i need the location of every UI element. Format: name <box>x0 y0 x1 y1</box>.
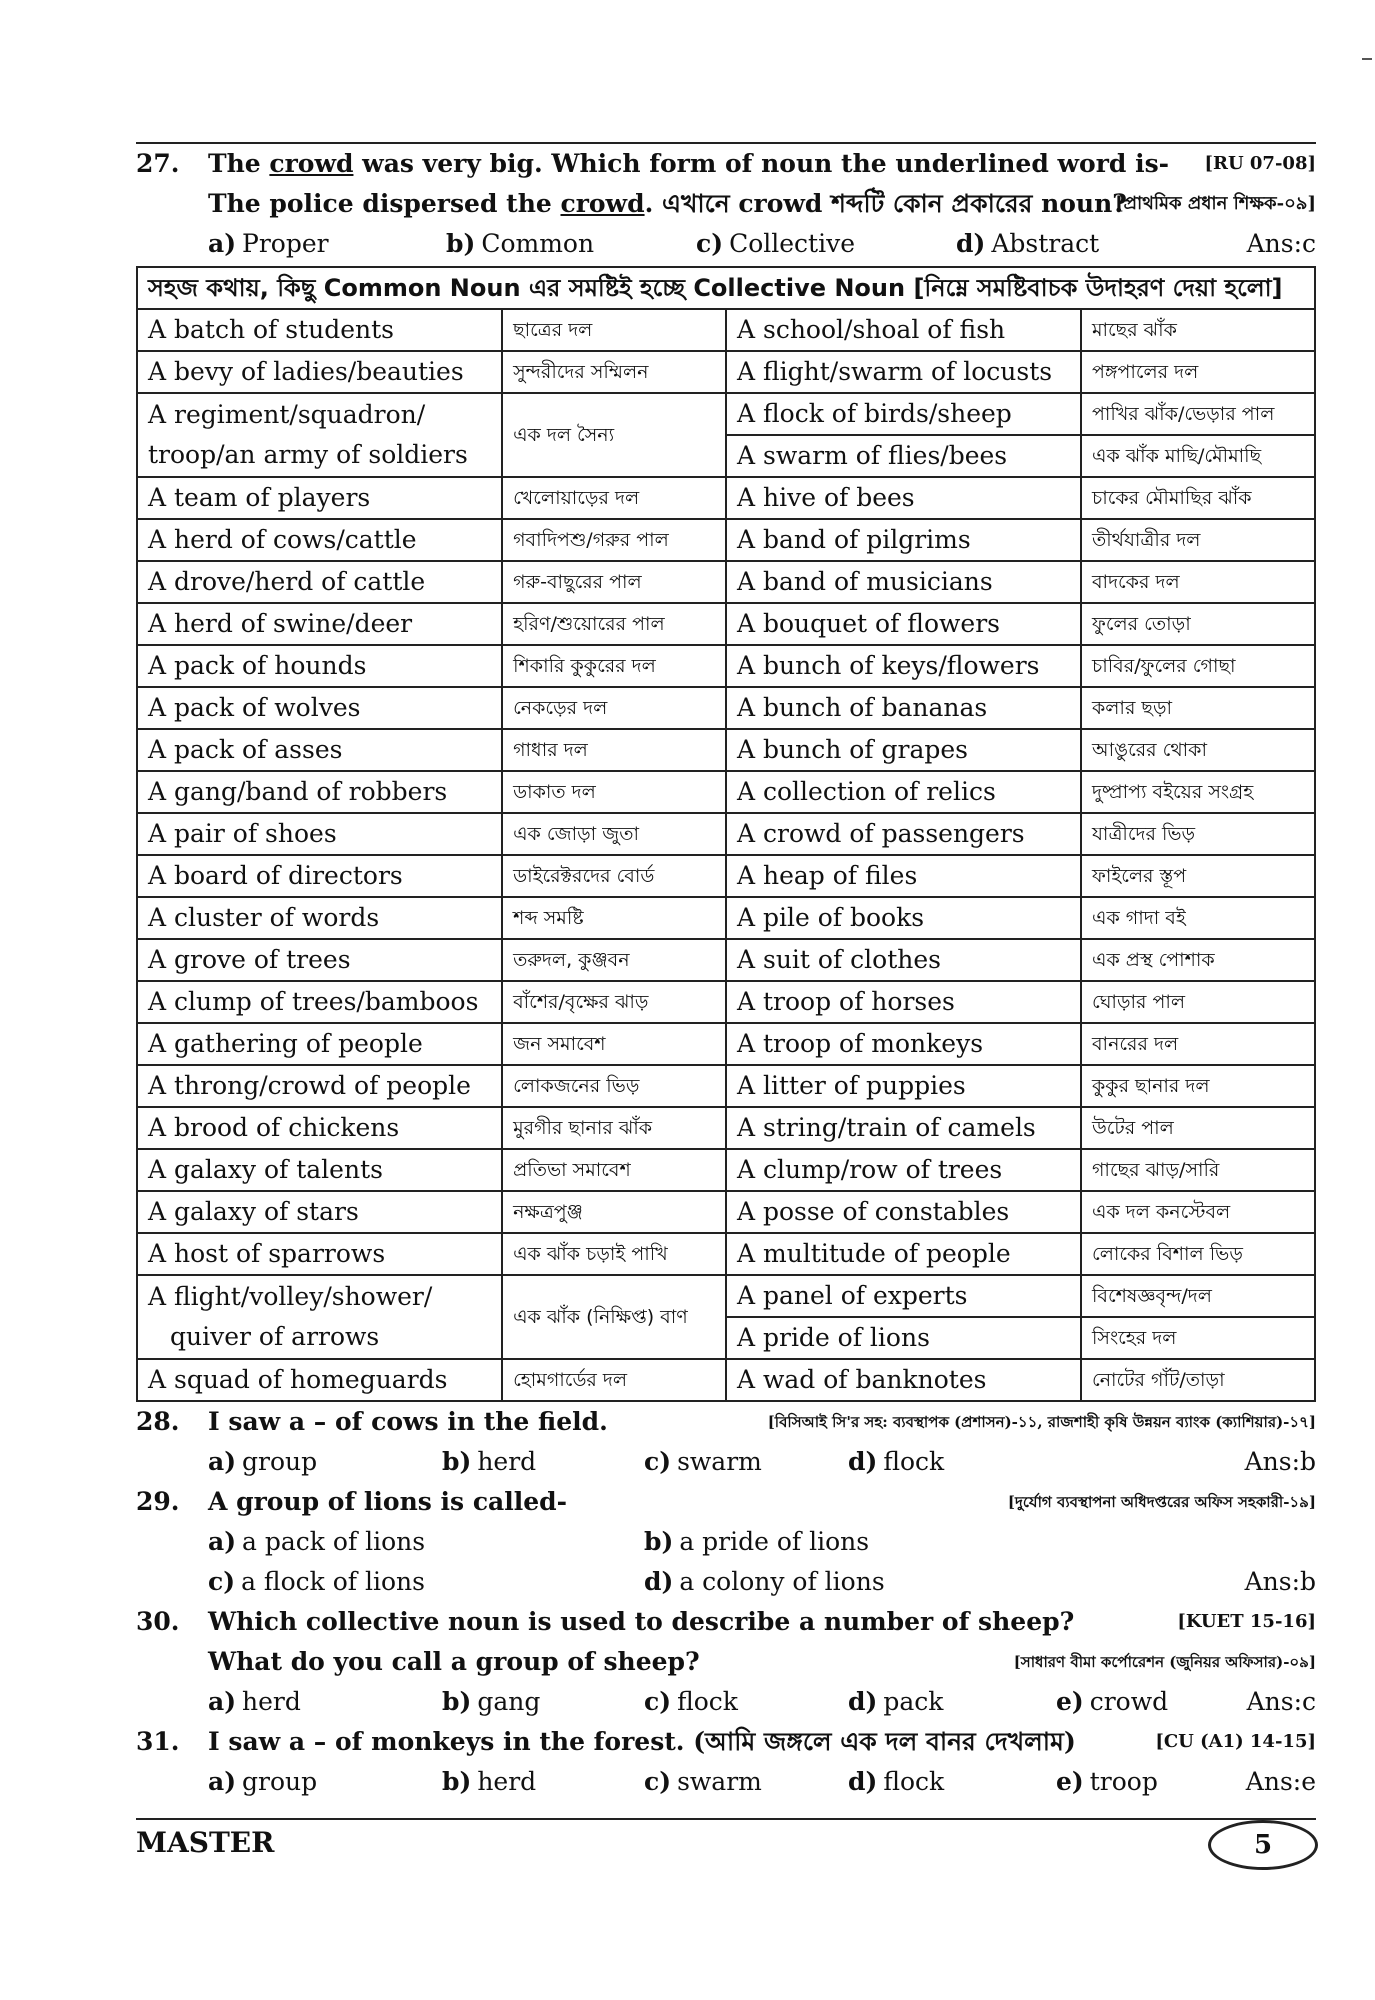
bangla-meaning-left: তরুদল, কুঞ্জবন <box>502 939 726 981</box>
option-letter: b) <box>442 1447 472 1476</box>
option-text: a colony of lions <box>679 1567 885 1596</box>
question-text: Which collective noun is used to describe a number of sheep? <box>208 1607 1075 1636</box>
question-number: 27. <box>136 149 180 178</box>
noun-phrase-right: A heap of files <box>726 855 1081 897</box>
option-letter: d) <box>848 1447 878 1476</box>
option-e <box>1056 1682 1168 1722</box>
option-a <box>208 1682 301 1722</box>
noun-phrase-right: A panel of experts <box>726 1275 1081 1317</box>
question-text-2 <box>208 184 1127 224</box>
option-c <box>644 1762 762 1802</box>
noun-phrase-right: A bunch of grapes <box>726 729 1081 771</box>
bangla-meaning-right: লোকের বিশাল ভিড় <box>1081 1233 1315 1275</box>
noun-phrase-left: A pack of asses <box>137 729 502 771</box>
option-c <box>696 224 855 264</box>
bangla-meaning-left: ডাকাত দল <box>502 771 726 813</box>
bangla-meaning-left: বাঁশের/বৃক্ষের ঝাড় <box>502 981 726 1023</box>
question-number: 28. <box>136 1407 180 1436</box>
bangla-meaning-right: কুকুর ছানার দল <box>1081 1065 1315 1107</box>
option-text: Common <box>481 229 595 258</box>
noun-phrase-right: A pile of books <box>726 897 1081 939</box>
underlined-word: crowd <box>269 149 354 178</box>
bangla-meaning-right: পাখির ঝাঁক/ভেড়ার পাল <box>1081 393 1315 435</box>
bangla-meaning-right: ফাইলের স্তূপ <box>1081 855 1315 897</box>
noun-phrase-left: A bevy of ladies/beauties <box>137 351 502 393</box>
option-letter: b) <box>644 1527 674 1556</box>
noun-phrase-right: A hive of bees <box>726 477 1081 519</box>
bangla-meaning-right: বাদকের দল <box>1081 561 1315 603</box>
question-text: I saw a – of cows in the field. <box>208 1407 608 1436</box>
bangla-meaning-left: এক ঝাঁক (নিক্ষিপ্ত) বাণ <box>502 1275 726 1359</box>
table-row <box>137 855 1315 897</box>
phrase-line: A regiment/squadron/ <box>148 400 426 429</box>
option-letter: d) <box>848 1687 878 1716</box>
noun-phrase-left: A brood of chickens <box>137 1107 502 1149</box>
option-text: a pride of lions <box>679 1527 870 1556</box>
option-letter: e) <box>1056 1687 1084 1716</box>
exam-reference: [বিসিআই সি'র সহ: ব্যবস্থাপক (প্রশাসন)-১১, রাজশাহী কৃষি উন্নয়ন ব্যাংক (ক্যাশিয়ার)-১৭] <box>767 1413 1316 1431</box>
option-text: pack <box>883 1687 944 1716</box>
exam-reference: [CU (A1) 14-15] <box>1155 1731 1316 1752</box>
option-letter: d) <box>956 229 986 258</box>
bangla-meaning-left: এক ঝাঁক চড়াই পাখি <box>502 1233 726 1275</box>
question-31 <box>136 1722 1316 1802</box>
bangla-meaning-left: লোকজনের ভিড় <box>502 1065 726 1107</box>
noun-phrase-left: A team of players <box>137 477 502 519</box>
bangla-meaning-right: এক দল কনস্টেবল <box>1081 1191 1315 1233</box>
table-row <box>137 1275 1315 1317</box>
table-row <box>137 687 1315 729</box>
exam-reference: [প্রাথমিক প্রধান শিক্ষক-০৯] <box>1115 193 1316 214</box>
table-row <box>137 1233 1315 1275</box>
answer: Ans:c <box>1246 229 1316 258</box>
options-row <box>136 1682 1316 1722</box>
table-row <box>137 1191 1315 1233</box>
table-body <box>137 309 1315 1401</box>
option-b <box>644 1522 869 1562</box>
option-c <box>644 1442 762 1482</box>
table-row <box>137 645 1315 687</box>
table-row <box>137 981 1315 1023</box>
table-row <box>137 309 1315 351</box>
option-text: a flock of lions <box>241 1567 425 1596</box>
bangla-meaning-right: গাছের ঝাড়/সারি <box>1081 1149 1315 1191</box>
table-row <box>137 351 1315 393</box>
noun-phrase-right: A clump/row of trees <box>726 1149 1081 1191</box>
bangla-meaning-left: নক্ষত্রপুঞ্জ <box>502 1191 726 1233</box>
noun-phrase-left: A pack of wolves <box>137 687 502 729</box>
option-text: flock <box>883 1767 945 1796</box>
noun-phrase-right: A collection of relics <box>726 771 1081 813</box>
question-text-2: What do you call a group of sheep? <box>208 1647 700 1676</box>
option-letter: b) <box>442 1687 472 1716</box>
table-row <box>137 561 1315 603</box>
noun-phrase-left: A board of directors <box>137 855 502 897</box>
noun-phrase-right: A crowd of passengers <box>726 813 1081 855</box>
option-letter: d) <box>644 1567 674 1596</box>
scan-edge-mark <box>1362 58 1372 60</box>
noun-phrase-left: A grove of trees <box>137 939 502 981</box>
footer-title: MASTER <box>136 1826 275 1859</box>
noun-phrase-left: A gang/band of robbers <box>137 771 502 813</box>
noun-phrase-left: A galaxy of talents <box>137 1149 502 1191</box>
option-letter: a) <box>208 1447 237 1476</box>
noun-phrase-right: A string/train of camels <box>726 1107 1081 1149</box>
noun-phrase-right: A wad of banknotes <box>726 1359 1081 1401</box>
bangla-meaning-right: মাছের ঝাঁক <box>1081 309 1315 351</box>
answer: Ans:b <box>1244 1567 1316 1596</box>
exam-reference: [দুর্যোগ ব্যবস্থাপনা অধিদপ্তরের অফিস সহকারী-১৯] <box>1007 1493 1316 1511</box>
option-d <box>848 1682 943 1722</box>
noun-phrase-right: A troop of horses <box>726 981 1081 1023</box>
table-heading-row <box>137 267 1315 309</box>
option-b <box>446 224 594 264</box>
noun-phrase-left: A herd of swine/deer <box>137 603 502 645</box>
table-row <box>137 813 1315 855</box>
option-text: group <box>242 1447 318 1476</box>
bangla-meaning-left: গরু-বাছুরের পাল <box>502 561 726 603</box>
option-letter: e) <box>1056 1767 1084 1796</box>
option-d <box>848 1442 944 1482</box>
option-text: Collective <box>729 229 855 258</box>
noun-phrase-left: A batch of students <box>137 309 502 351</box>
noun-phrase-left: A host of sparrows <box>137 1233 502 1275</box>
option-letter: d) <box>848 1767 878 1796</box>
question-number: 31. <box>136 1727 180 1756</box>
option-text: flock <box>677 1687 738 1716</box>
option-text: swarm <box>677 1447 762 1476</box>
bangla-meaning-right: ফুলের তোড়া <box>1081 603 1315 645</box>
table-row <box>137 1023 1315 1065</box>
noun-phrase-left: A pack of hounds <box>137 645 502 687</box>
bangla-meaning-right: দুষ্প্রাপ্য বইয়ের সংগ্রহ <box>1081 771 1315 813</box>
option-letter: a) <box>208 1687 237 1716</box>
question-text <box>208 144 1169 184</box>
page-content <box>136 140 1316 1802</box>
noun-phrase-right: A bunch of bananas <box>726 687 1081 729</box>
bangla-meaning-left: গবাদিপশু/গরুর পাল <box>502 519 726 561</box>
option-text: Proper <box>242 229 329 258</box>
noun-phrase-right: A flock of birds/sheep <box>726 393 1081 435</box>
phrase-line: A flight/volley/shower/ <box>148 1282 433 1311</box>
option-a <box>208 1762 317 1802</box>
table-row <box>137 1065 1315 1107</box>
table-heading: সহজ কথায়, কিছু Common Noun এর সমষ্টিই হচ্ছে Collective Noun [নিম্নে সমষ্টিবাচক উদাহরণ দেয়া হলো] <box>137 267 1315 309</box>
option-letter: b) <box>446 229 476 258</box>
bangla-meaning-right: চাবির/ফুলের গোছা <box>1081 645 1315 687</box>
bangla-meaning-right: উটের পাল <box>1081 1107 1315 1149</box>
option-letter: c) <box>208 1567 236 1596</box>
option-d <box>848 1762 944 1802</box>
bangla-meaning-left: নেকড়ের দল <box>502 687 726 729</box>
option-text: gang <box>477 1687 541 1716</box>
bangla-meaning-left: খেলোয়াড়ের দল <box>502 477 726 519</box>
option-d <box>644 1562 885 1602</box>
bangla-meaning-right: আঙুরের থোকা <box>1081 729 1315 771</box>
noun-phrase-right: A band of musicians <box>726 561 1081 603</box>
bangla-meaning-right: ঘোড়ার পাল <box>1081 981 1315 1023</box>
question-30 <box>136 1602 1316 1722</box>
option-e <box>1056 1762 1158 1802</box>
table-row <box>137 477 1315 519</box>
option-letter: a) <box>208 1767 237 1796</box>
option-letter: c) <box>644 1767 672 1796</box>
noun-phrase-left: A galaxy of stars <box>137 1191 502 1233</box>
exam-reference: [সাধারণ বীমা কর্পোরেশন (জুনিয়র অফিসার)-০৯] <box>1013 1653 1316 1671</box>
answer: Ans:c <box>1246 1687 1316 1716</box>
bangla-meaning-left: প্রতিভা সমাবেশ <box>502 1149 726 1191</box>
options-row <box>136 224 1316 264</box>
page-number: 5 <box>1208 1820 1318 1870</box>
bangla-meaning-left: এক দল সৈন্য <box>502 393 726 477</box>
bangla-meaning-left: গাধার দল <box>502 729 726 771</box>
option-b <box>442 1442 536 1482</box>
bangla-meaning-left: ছাত্রের দল <box>502 309 726 351</box>
noun-phrase-right: A troop of monkeys <box>726 1023 1081 1065</box>
question-text: I saw a – of monkeys in the forest. (আমি জঙ্গলে এক দল বানর দেখলাম) <box>208 1727 1076 1756</box>
bangla-meaning-right: এক প্রস্থ পোশাক <box>1081 939 1315 981</box>
bangla-meaning-left: এক জোড়া জুতা <box>502 813 726 855</box>
noun-phrase-right: A school/shoal of fish <box>726 309 1081 351</box>
table-row <box>137 939 1315 981</box>
option-letter: c) <box>644 1447 672 1476</box>
bangla-meaning-right: বিশেষজ্ঞবৃন্দ/দল <box>1081 1275 1315 1317</box>
table-row <box>137 603 1315 645</box>
bangla-meaning-right: নোটের গাঁট/তাড়া <box>1081 1359 1315 1401</box>
option-text: troop <box>1089 1767 1158 1796</box>
noun-phrase-right: A multitude of people <box>726 1233 1081 1275</box>
noun-phrase-right: A swarm of flies/bees <box>726 435 1081 477</box>
bangla-meaning-right: এক ঝাঁক মাছি/মৌমাছি <box>1081 435 1315 477</box>
options-row <box>136 1522 1316 1562</box>
options-row <box>136 1562 1316 1602</box>
option-text: flock <box>883 1447 945 1476</box>
noun-phrase-left <box>137 393 502 477</box>
option-c <box>644 1682 738 1722</box>
question-29 <box>136 1482 1316 1602</box>
options-row <box>136 1442 1316 1482</box>
bangla-meaning-right: যাত্রীদের ভিড় <box>1081 813 1315 855</box>
noun-phrase-left: A throng/crowd of people <box>137 1065 502 1107</box>
noun-phrase-left: A gathering of people <box>137 1023 502 1065</box>
answer: Ans:e <box>1245 1767 1316 1796</box>
option-a <box>208 1442 317 1482</box>
text-part: was very big. Which form of noun the underlined word is- <box>353 149 1170 178</box>
bangla-meaning-right: সিংহের দল <box>1081 1317 1315 1359</box>
table-row <box>137 1107 1315 1149</box>
noun-phrase-right: A bouquet of flowers <box>726 603 1081 645</box>
text-part: The police dispersed the <box>208 189 561 218</box>
question-27 <box>136 144 1316 264</box>
text-part: The <box>208 149 270 178</box>
option-text: group <box>242 1767 318 1796</box>
bangla-meaning-left: ডাইরেক্টরদের বোর্ড <box>502 855 726 897</box>
table-row <box>137 1359 1315 1401</box>
options-row <box>136 1762 1316 1802</box>
noun-phrase-right: A pride of lions <box>726 1317 1081 1359</box>
noun-phrase-right: A band of pilgrims <box>726 519 1081 561</box>
bangla-meaning-left: মুরগীর ছানার ঝাঁক <box>502 1107 726 1149</box>
text-part: . এখানে crowd শব্দটি কোন প্রকারের noun? <box>644 189 1127 218</box>
phrase-line: troop/an army of soldiers <box>148 440 468 469</box>
bangla-meaning-right: এক গাদা বই <box>1081 897 1315 939</box>
noun-phrase-left: A clump of trees/bamboos <box>137 981 502 1023</box>
bangla-meaning-right: তীর্থযাত্রীর দল <box>1081 519 1315 561</box>
bangla-meaning-left: সুন্দরীদের সম্মিলন <box>502 351 726 393</box>
noun-phrase-right: A litter of puppies <box>726 1065 1081 1107</box>
exam-reference: [RU 07-08] <box>1204 153 1316 174</box>
option-letter: b) <box>442 1767 472 1796</box>
question-number: 29. <box>136 1487 180 1516</box>
exam-reference: [KUET 15-16] <box>1177 1611 1316 1632</box>
bangla-meaning-right: পঙ্গপালের দল <box>1081 351 1315 393</box>
option-b <box>442 1762 536 1802</box>
option-letter: c) <box>644 1687 672 1716</box>
noun-phrase-left: A pair of shoes <box>137 813 502 855</box>
noun-phrase-left: A cluster of words <box>137 897 502 939</box>
option-a <box>208 224 329 264</box>
table-row <box>137 519 1315 561</box>
question-text: A group of lions is called- <box>208 1487 567 1516</box>
bangla-meaning-right: কলার ছড়া <box>1081 687 1315 729</box>
bangla-meaning-left: শিকারি কুকুরের দল <box>502 645 726 687</box>
bangla-meaning-left: হোমগার্ডের দল <box>502 1359 726 1401</box>
bangla-meaning-left: শব্দ সমষ্টি <box>502 897 726 939</box>
option-a <box>208 1522 425 1562</box>
noun-phrase-right: A bunch of keys/flowers <box>726 645 1081 687</box>
table-row <box>137 897 1315 939</box>
option-text: herd <box>477 1447 537 1476</box>
answer: Ans:b <box>1244 1447 1316 1476</box>
underlined-word: crowd <box>560 189 645 218</box>
noun-phrase-left: A squad of homeguards <box>137 1359 502 1401</box>
question-28 <box>136 1402 1316 1482</box>
option-text: Abstract <box>991 229 1100 258</box>
option-text: swarm <box>677 1767 762 1796</box>
collective-noun-table <box>136 266 1316 1402</box>
noun-phrase-right: A suit of clothes <box>726 939 1081 981</box>
option-text: a pack of lions <box>242 1527 426 1556</box>
option-letter: a) <box>208 229 237 258</box>
table-row <box>137 1149 1315 1191</box>
table-row <box>137 729 1315 771</box>
option-b <box>442 1682 540 1722</box>
table-row <box>137 771 1315 813</box>
option-letter: c) <box>696 229 724 258</box>
noun-phrase-left <box>137 1275 502 1359</box>
noun-phrase-right: A flight/swarm of locusts <box>726 351 1081 393</box>
option-text: herd <box>242 1687 301 1716</box>
phrase-line: quiver of arrows <box>170 1322 380 1351</box>
bangla-meaning-right: চাকের মৌমাছির ঝাঁক <box>1081 477 1315 519</box>
bangla-meaning-left: জন সমাবেশ <box>502 1023 726 1065</box>
noun-phrase-left: A herd of cows/cattle <box>137 519 502 561</box>
option-letter: a) <box>208 1527 237 1556</box>
option-d <box>956 224 1099 264</box>
question-number: 30. <box>136 1607 180 1636</box>
noun-phrase-left: A drove/herd of cattle <box>137 561 502 603</box>
option-text: herd <box>477 1767 537 1796</box>
bangla-meaning-left: হরিণ/শুয়োরের পাল <box>502 603 726 645</box>
bangla-meaning-right: বানরের দল <box>1081 1023 1315 1065</box>
bottom-rule <box>136 1818 1316 1820</box>
table-row <box>137 393 1315 435</box>
option-text: crowd <box>1089 1687 1169 1716</box>
option-c <box>208 1562 425 1602</box>
noun-phrase-right: A posse of constables <box>726 1191 1081 1233</box>
